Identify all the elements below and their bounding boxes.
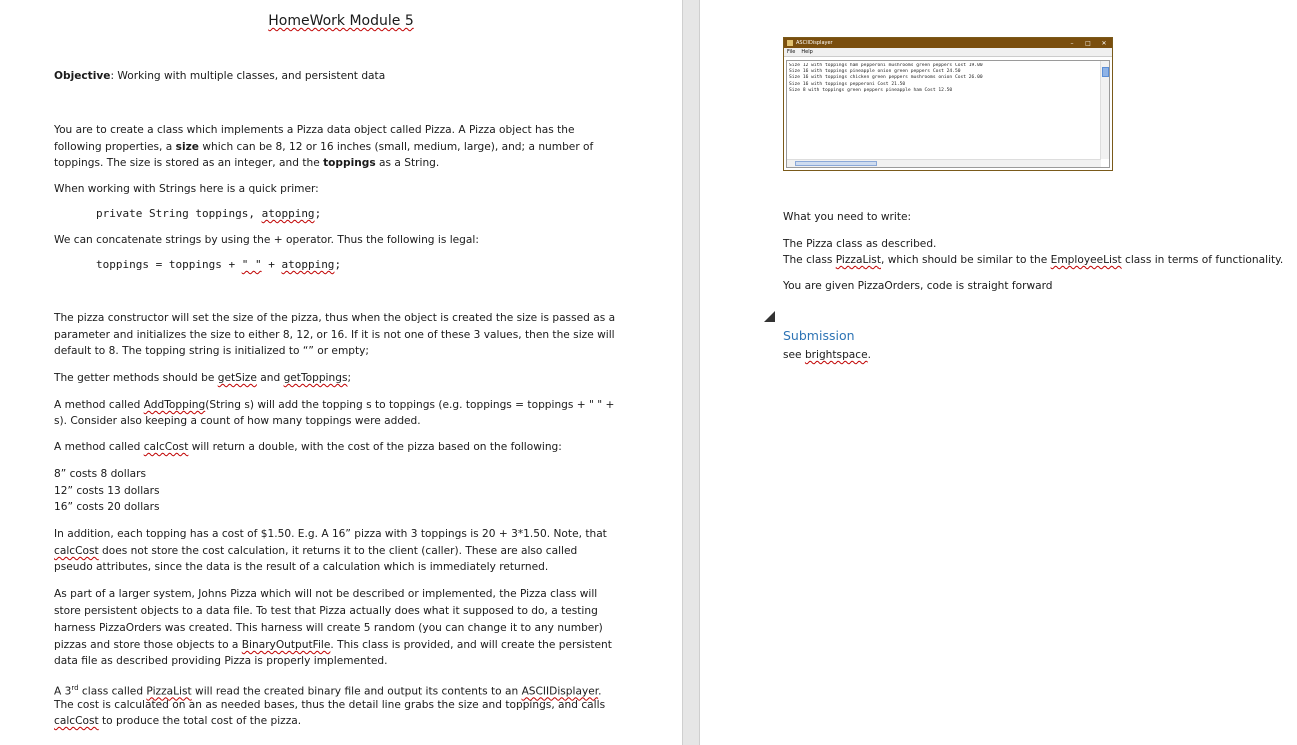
document-title	[0, 13, 682, 29]
intro-line-2	[54, 139, 593, 156]
window-title: ASCIIDisplayer	[796, 40, 833, 46]
horizontal-scroll-thumb	[795, 161, 877, 166]
topping-cost-l2b: does not store the cost calculation, it returns it to the client (caller). These are also called	[98, 545, 578, 557]
intro-size-bold: size	[175, 141, 199, 153]
pizzalist-c: , which should be similar to the	[880, 254, 1051, 266]
addtopping-line-1	[54, 397, 614, 414]
vertical-scrollbar	[1100, 61, 1109, 159]
third-class-line-3	[54, 713, 301, 730]
third-d: will read the created binary file and output its contents to an	[191, 685, 522, 698]
ascii-displayer-screenshot	[783, 37, 1113, 171]
addtopping-method: AddTopping	[143, 399, 206, 411]
third-class-line-2: The cost is calculated on an as needed bases, thus the detail line grabs the size and toppings, and calls	[54, 699, 606, 711]
brightspace-word: brightspace	[804, 349, 868, 361]
getters-paragraph	[54, 370, 351, 387]
window-menubar	[784, 48, 1112, 57]
system-binaryoutputfile: BinaryOutputFile	[241, 639, 331, 651]
pizzalist-name: PizzaList	[835, 254, 881, 266]
intro-line-3	[54, 155, 439, 172]
addtopping-a: A method called	[54, 399, 144, 411]
third-a: A 3	[54, 685, 72, 698]
output-line: Size 16 with toppings pepperoni Cost 21.50	[789, 81, 906, 87]
minimize-icon: –	[1070, 39, 1074, 47]
addtopping-c: (String s) will add the topping s to toppings (e.g. toppings = toppings + " " +	[205, 399, 615, 411]
getters-e: ;	[347, 372, 352, 384]
given-text: You are given PizzaOrders, code is straight forward	[783, 280, 1053, 292]
menu-help: Help	[801, 49, 813, 55]
strings-primer-text: When working with Strings here is a quick primer:	[54, 183, 319, 195]
pizzalist-e: class in terms of functionality.	[1121, 254, 1284, 266]
menu-file: File	[787, 49, 796, 55]
constructor-line-3: default to 8. The topping string is initialized to “” or empty;	[54, 345, 369, 357]
calccost-method: calcCost	[143, 441, 189, 453]
code-concat-c: +	[261, 258, 282, 271]
topping-cost-calccost: calcCost	[54, 545, 99, 557]
maximize-icon: □	[1085, 39, 1091, 47]
price-line-12: 12” costs 13 dollars	[54, 485, 160, 497]
objective-label: Objective	[54, 70, 111, 82]
window-titlebar	[784, 38, 1112, 48]
third-asciidisplayer: ASCIIDisplayer	[521, 685, 599, 698]
employeelist-name: EmployeeList	[1050, 254, 1122, 266]
getters-a: The getter methods should be	[54, 372, 218, 384]
output-line: Size 8 with toppings green peppers pineapple ham Cost 12.50	[789, 87, 953, 93]
code-concat-atopping: atopping	[281, 258, 335, 271]
intro-line-3-c: as a String.	[375, 157, 440, 169]
third-f: .	[598, 685, 602, 698]
calccost-c: will return a double, with the cost of the pizza based on the following:	[188, 441, 562, 453]
pizzalist-text	[783, 252, 1283, 269]
topping-cost-line-2	[54, 543, 577, 560]
code-concat-space: " "	[241, 258, 262, 271]
system-l4a: pizzas and store those objects to a	[54, 639, 242, 651]
getters-getsize: getSize	[217, 372, 257, 384]
price-line-8: 8” costs 8 dollars	[54, 468, 147, 480]
submission-heading: Submission	[783, 328, 855, 343]
system-line-5: data file as described providing Pizza is properly implemented.	[54, 655, 388, 667]
getters-c: and	[256, 372, 284, 384]
topping-cost-line-3: pseudo attributes, since the data is the result of a calculation which is immediately returned.	[54, 561, 549, 573]
objective-paragraph	[54, 68, 385, 85]
intro-line-2-c: which can be 8, 12 or 16 inches (small, medium, large), and; a number of	[198, 141, 594, 153]
getters-gettoppings: getToppings	[283, 372, 348, 384]
third-sup: rd	[71, 684, 79, 692]
objective-text: : Working with multiple classes, and persistent data	[110, 70, 386, 82]
see-brightspace-text	[783, 347, 871, 364]
code-declaration-a: private String toppings,	[96, 207, 262, 220]
system-line-2: store persistent objects to a data file. To test that Pizza actually does what it supposed to do, a testing	[54, 605, 598, 617]
intro-toppings-bold: toppings	[323, 157, 376, 169]
system-line-1: As part of a larger system, Johns Pizza which will not be described or implemented, the Pizza class will	[54, 588, 598, 600]
code-concatenation	[96, 257, 341, 274]
intro-line-2-a: following properties, a	[54, 141, 176, 153]
third-calccost: calcCost	[54, 715, 99, 727]
output-line: Size 16 with toppings chicken green peppers mushrooms onion Cost 26.00	[789, 75, 983, 81]
calccost-a: A method called	[54, 441, 144, 453]
system-line-3: harness PizzaOrders was created. This harness will create 5 random (you can change it to any number)	[54, 622, 603, 634]
vertical-scroll-thumb	[1102, 67, 1109, 77]
close-icon: ✕	[1101, 39, 1107, 47]
window-app-icon	[787, 40, 793, 46]
output-line: Size 16 with toppings pineapple onion green peppers Cost 24.50	[789, 69, 961, 75]
code-declaration	[96, 206, 321, 223]
third-b: class called	[78, 685, 147, 698]
constructor-line-1: The pizza constructor will set the size of the pizza, thus when the object is created the size is passed as a	[54, 312, 616, 324]
concat-text: We can concatenate strings by using the + operator. Thus the following is legal:	[54, 234, 479, 246]
document-page-right	[700, 0, 1297, 745]
see-c: .	[867, 349, 872, 361]
intro-line-3-a: toppings. The size is stored as an integer, and the	[54, 157, 324, 169]
window-text-area	[786, 60, 1110, 168]
third-l3b: to produce the total cost of the pizza.	[98, 715, 302, 727]
system-line-4	[54, 637, 612, 654]
output-lines	[789, 63, 1099, 159]
code-concat-e: ;	[334, 258, 342, 271]
pizza-class-text: The Pizza class as described.	[783, 238, 937, 250]
collapse-heading-icon[interactable]	[764, 311, 775, 322]
need-to-write-text: What you need to write:	[783, 211, 912, 223]
output-line: Size 12 with toppings ham pepperoni mushrooms green peppers Cost 19.00	[789, 63, 983, 68]
see-a: see	[783, 349, 805, 361]
title-word-homework: HomeWork Module 5	[268, 13, 414, 29]
calccost-paragraph	[54, 439, 562, 456]
code-concat-a: toppings = toppings +	[96, 258, 242, 271]
page-gutter	[682, 0, 700, 745]
code-declaration-atopping: atopping	[261, 207, 315, 220]
price-line-16: 16” costs 20 dollars	[54, 501, 160, 513]
code-declaration-c: ;	[314, 207, 322, 220]
horizontal-scrollbar	[787, 159, 1101, 167]
constructor-line-2: parameter and initializes the size to either 8, 12, or 16. If it is not one of these 3 values, then the size will	[54, 329, 615, 341]
topping-cost-line-1: In addition, each topping has a cost of $1.50. E.g. A 16” pizza with 3 toppings is 20 + 3*1.50. Note, that	[54, 528, 607, 540]
third-pizzalist: PizzaList	[146, 685, 192, 698]
addtopping-line-2: s). Consider also keeping a count of how many toppings were added.	[54, 415, 421, 427]
intro-line-1: You are to create a class which implements a Pizza data object called Pizza. A Pizza object has the	[54, 124, 575, 136]
pizzalist-a: The class	[783, 254, 836, 266]
system-l4c: . This class is provided, and will create the persistent	[330, 639, 612, 651]
